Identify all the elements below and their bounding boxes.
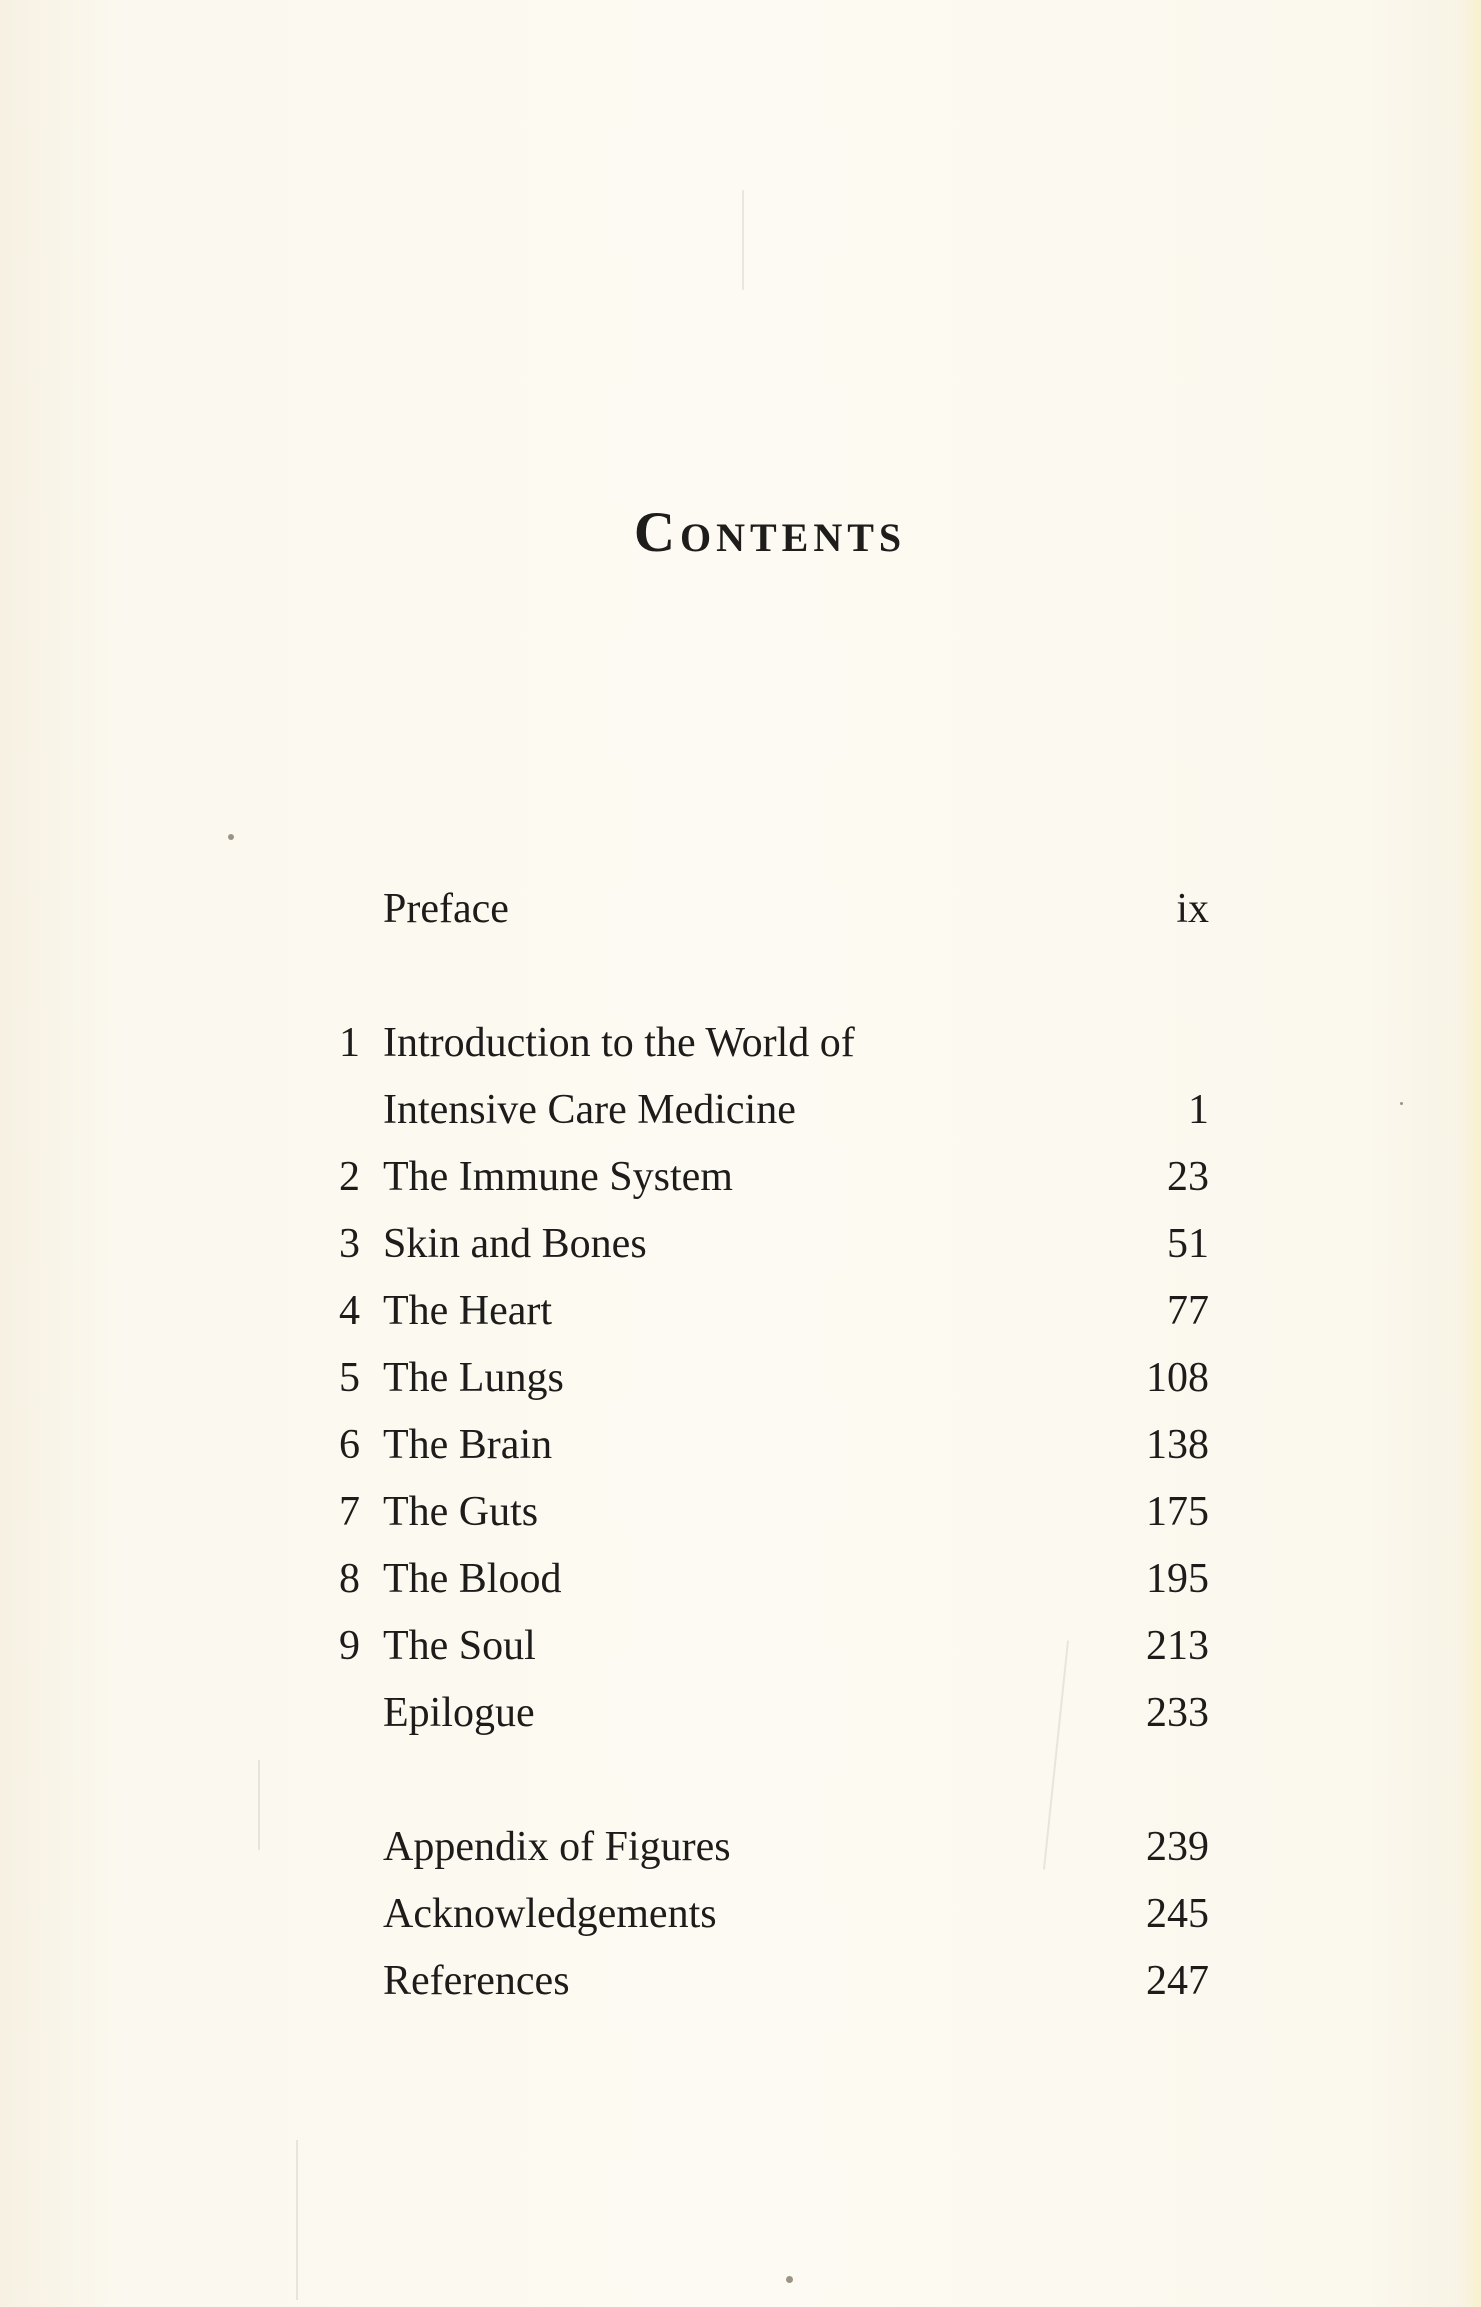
toc-entry — [0, 1822, 1481, 1872]
entry-title: The Blood — [383, 1556, 562, 1602]
entry-title: Acknowledgements — [383, 1891, 717, 1937]
chapter-number: 1 — [339, 1020, 360, 1066]
entry-title: The Heart — [383, 1288, 553, 1334]
entry-page-number: 23 — [1167, 1154, 1209, 1200]
entry-title: References — [383, 1958, 570, 2004]
entry-title: The Brain — [383, 1422, 553, 1468]
entry-page-number: 77 — [1167, 1288, 1209, 1334]
chapter-number: 8 — [339, 1556, 360, 1602]
chapter-number: 2 — [339, 1154, 360, 1200]
entry-page-number: 108 — [1146, 1355, 1209, 1401]
entry-page-number: 175 — [1146, 1489, 1209, 1535]
toc-entry — [0, 1018, 1481, 1068]
entry-title: Introduction to the World of — [383, 1020, 855, 1066]
entry-page-number: 245 — [1146, 1891, 1209, 1937]
entry-title: The Guts — [383, 1489, 539, 1535]
toc-entry — [0, 1420, 1481, 1470]
chapter-number: 4 — [339, 1288, 360, 1334]
entry-page-number: 138 — [1146, 1422, 1209, 1468]
entry-title: Intensive Care Medicine — [383, 1087, 796, 1133]
entry-title: Skin and Bones — [383, 1221, 647, 1267]
toc-entry — [0, 1487, 1481, 1537]
entry-title: The Immune System — [383, 1154, 733, 1200]
chapter-number: 9 — [339, 1623, 360, 1669]
entry-page-number: 239 — [1146, 1824, 1209, 1870]
toc-entry — [0, 1085, 1481, 1135]
entry-title: Preface — [383, 886, 509, 932]
toc-entry — [0, 1152, 1481, 1202]
chapter-number: 5 — [339, 1355, 360, 1401]
entry-title: The Lungs — [383, 1355, 564, 1401]
entry-page-number: 233 — [1146, 1690, 1209, 1736]
entry-page-number: 51 — [1167, 1221, 1209, 1267]
toc-entry — [0, 1554, 1481, 1604]
entry-page-number: ix — [1176, 886, 1209, 932]
toc-entry — [0, 1219, 1481, 1269]
entry-page-number: 1 — [1188, 1087, 1209, 1133]
chapter-number: 6 — [339, 1422, 360, 1468]
toc-entry — [0, 1956, 1481, 2006]
entry-page-number: 213 — [1146, 1623, 1209, 1669]
entry-title: The Soul — [383, 1623, 536, 1669]
entry-title: Epilogue — [383, 1690, 535, 1736]
page-title: Contents — [633, 501, 907, 565]
entry-title: Appendix of Figures — [383, 1824, 731, 1870]
toc-entry — [0, 1688, 1481, 1738]
toc-entry — [0, 884, 1481, 934]
toc-entry — [0, 1353, 1481, 1403]
entry-page-number: 247 — [1146, 1958, 1209, 2004]
toc-entry — [0, 1889, 1481, 1939]
toc-entry — [0, 1286, 1481, 1336]
toc-entry — [0, 1621, 1481, 1671]
chapter-number: 7 — [339, 1489, 360, 1535]
chapter-number: 3 — [339, 1221, 360, 1267]
entry-page-number: 195 — [1146, 1556, 1209, 1602]
